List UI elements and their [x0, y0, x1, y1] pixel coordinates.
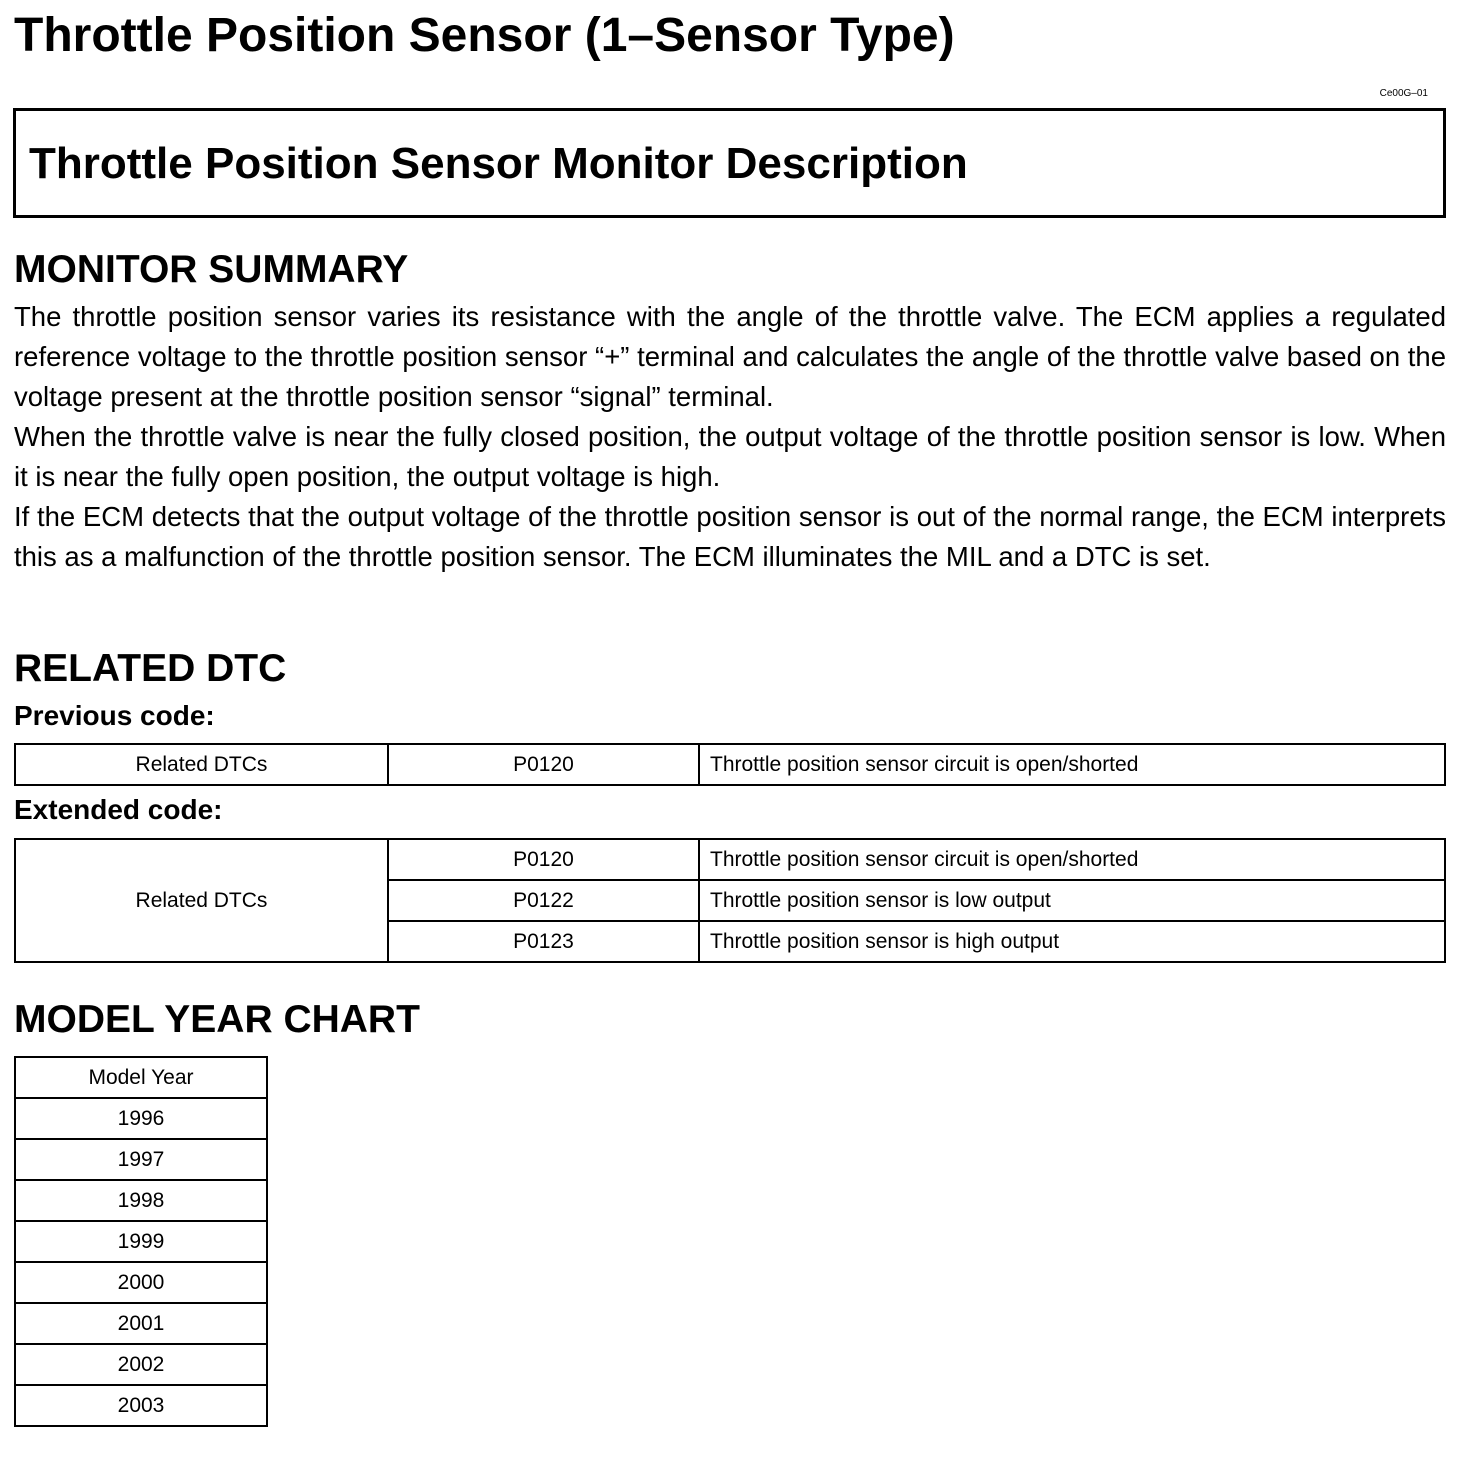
table-header-row: [15, 1057, 267, 1098]
previous-code-table: [14, 743, 1446, 786]
model-year-cell: 2000: [15, 1262, 267, 1303]
monitor-summary-body: [14, 297, 1446, 577]
model-year-cell: 1997: [15, 1139, 267, 1180]
monitor-summary-heading: MONITOR SUMMARY: [14, 248, 409, 291]
table-row: [15, 1098, 267, 1139]
table-row: [15, 744, 1445, 785]
dtc-code: P0123: [388, 921, 699, 962]
model-year-column-header: Model Year: [15, 1057, 267, 1098]
dtc-code: P0120: [388, 744, 699, 785]
model-year-cell: 2003: [15, 1385, 267, 1426]
table-row: [15, 1344, 267, 1385]
dtc-description: Throttle position sensor circuit is open/shorted: [699, 744, 1445, 785]
related-dtcs-label: Related DTCs: [15, 839, 388, 962]
model-year-cell: 2002: [15, 1344, 267, 1385]
related-dtcs-label: Related DTCs: [15, 744, 388, 785]
summary-paragraph: The throttle position sensor varies its resistance with the angle of the throttle valve. The ECM applies a regulated reference voltage to the throttle position sensor “+” terminal and calculates the angle of the throttle valve based on the voltage present at the throttle position sensor “signal” terminal.: [14, 301, 1446, 412]
section-title-box: [13, 108, 1446, 218]
table-row: [15, 1180, 267, 1221]
table-row: [15, 1303, 267, 1344]
extended-code-heading: Extended code:: [14, 794, 223, 825]
related-dtc-heading: RELATED DTC: [14, 647, 287, 690]
previous-code-heading: Previous code:: [14, 700, 215, 731]
model-year-chart-heading: MODEL YEAR CHART: [14, 998, 420, 1041]
model-year-table: [14, 1056, 268, 1427]
page-title: Throttle Position Sensor (1–Sensor Type): [14, 9, 955, 62]
table-row: [15, 1262, 267, 1303]
dtc-description: Throttle position sensor circuit is open/shorted: [699, 839, 1445, 880]
summary-paragraph: If the ECM detects that the output voltage of the throttle position sensor is out of the normal range, the ECM interprets this as a malfunction of the throttle position sensor. The ECM illuminates the MIL and a DTC is set.: [14, 501, 1446, 572]
extended-code-table: [14, 838, 1446, 963]
model-year-cell: 1999: [15, 1221, 267, 1262]
dtc-code: P0120: [388, 839, 699, 880]
table-row: [15, 1221, 267, 1262]
section-title: Throttle Position Sensor Monitor Description: [29, 139, 968, 188]
summary-paragraph: When the throttle valve is near the fully closed position, the output voltage of the throttle position sensor is low. When it is near the fully open position, the output voltage is high.: [14, 421, 1446, 492]
model-year-cell: 2001: [15, 1303, 267, 1344]
dtc-code: P0122: [388, 880, 699, 921]
table-row: [15, 1385, 267, 1426]
document-code: Ce00G–01: [1379, 88, 1428, 99]
model-year-cell: 1996: [15, 1098, 267, 1139]
dtc-description: Throttle position sensor is low output: [699, 880, 1445, 921]
model-year-cell: 1998: [15, 1180, 267, 1221]
table-row: [15, 839, 1445, 880]
table-row: [15, 1139, 267, 1180]
dtc-description: Throttle position sensor is high output: [699, 921, 1445, 962]
